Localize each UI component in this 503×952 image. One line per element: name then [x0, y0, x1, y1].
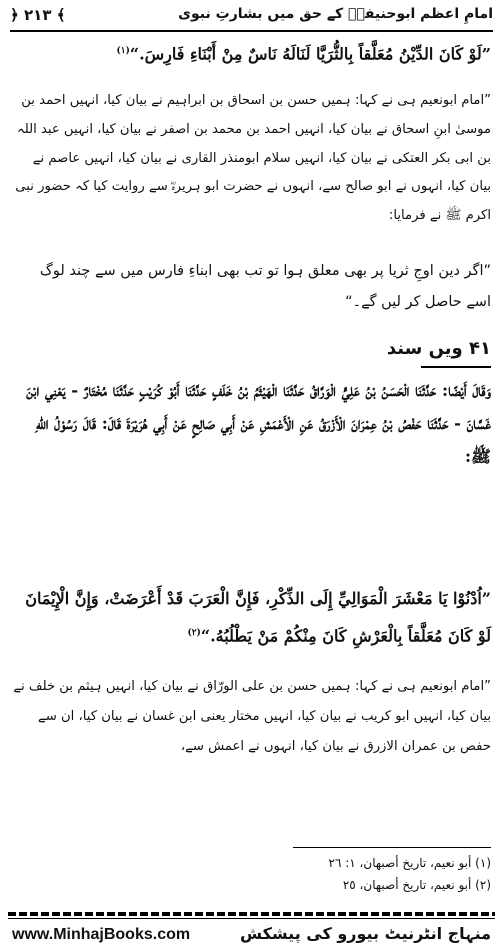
hadith-1-translation: ”اگر دین اوجِ ثریا پر بھی معلق ہوا تو تب بھی ابناءِ فارس میں سے چند لوگ اسے حاصل کر لیں گے۔“: [39, 263, 491, 310]
footnotes: [200, 852, 491, 896]
section-41-isnad: وَقَالَ أَيْضًا: حَدَّثَنَا الْحَسَنُ بْنُ عَلِيٍّ الْوَرَّاقُ حَدَّثَنَا الْهَيْثَمُ بْنُ خَلَفٍ حَدَّثَنَا أَبُوْ كُرَيْبٍ حَدَّثَنَا مُخْتَارٌ - يَعْنِي ابْنَ غَسَّانَ - حَدَّثَنَا حَفْصُ بْنُ عِمْرَانَ الْأَزْرَقُ عَنِ الْأَعْمَشِ عَنْ أَبِي صَالِحٍ عَنْ أَبِي هُرَيْرَةَ قَالَ: قَالَ رَسُوْلُ اللهِ ﷺ:: [26, 381, 491, 466]
footer-url-link[interactable]: www.MinhajBooks.com: [12, 926, 191, 943]
hadith-1-chain: ”امام ابونعیم ہی نے کہا: ہمیں حسن بن اسحاق بن ابراہیم نے بیان کیا، انہیں احمد بن موسیٰ ابنِ اسحاق نے بیان کیا، انہیں احمد بن محمد بن اصفر نے بیان کیا، انہیں عبد اللہ بن ابی بکر العتکی نے بیان کیا، انہیں سلام ابومنذر القاری نے بیان کیا، انہیں عاصم نے بیان کیا، انہوں نے ابو صالح سے، انہوں نے حضرت ابو ہریرہؓ سے روایت کیا کہ حضور نبی اکرم ﷺ نے فرمایا:: [15, 93, 491, 224]
hadith-1-arabic: [12, 36, 491, 69]
page-number: ﴿ ۲۱۳ ﴾: [10, 6, 66, 24]
footnote-2: (٢) أبو نعيم، تاريخ أصبهان، ٢٥: [342, 878, 491, 892]
footnote-marker-2: (۲): [187, 628, 201, 638]
footer-publisher: منہاج انٹرنیٹ بیورو کی پیشکش: [239, 924, 491, 943]
header-divider: [10, 30, 493, 32]
footer-divider: [8, 918, 495, 919]
footnote-divider: [293, 847, 491, 848]
section-41-hadith-text: ”اُدْنُوْا يَا مَعْشَرَ الْمَوَالِيِّ إِلَى الذِّكْرِ، فَإِنَّ الْعَرَبَ قَدْ أَعْرَضَتْ، وَإِنَّ الْإِيْمَانَ لَوْ كَانَ مُعَلَّقاً بِالْعَرْشِ كَانَ مِنْكُمْ مَنْ يَطْلُبُهُ.“: [25, 589, 491, 646]
section-41-chain: ”امام ابونعیم ہی نے کہا: ہمیں حسن بن علی الورّاق نے بیان کیا، انہیں ہیثم بن خلف نے بیان کیا، انہیں ابو کریب نے بیان کیا، انہیں مختار یعنی ابن غسان نے بیان کیا، ان سے حفص بن عمران الازرق نے بیان کیا، انہوں نے اعمش سے،: [13, 679, 491, 754]
section-heading-underline: [421, 366, 491, 368]
footnote-1: (١) أبو نعيم، تاريخ أصبهان، ١: ٢٦: [328, 856, 491, 870]
section-heading: ۴۱ ویں سند: [386, 338, 491, 359]
running-title: امامِ اعظم ابوحنیفہؓ کے حق میں بشارتِ نبوی: [178, 6, 493, 22]
footer-dashed-divider: [8, 912, 495, 916]
hadith-1-arabic-text: ”لَوْ كَانَ الدِّيْنُ مُعَلَّقاً بِالثُّرَيَّا لَنَالَهُ نَاسٌ مِنْ أَبْنَاءِ فَارِسَ.“: [129, 44, 491, 64]
footnote-marker-1: (۱): [116, 46, 130, 56]
page-header: [10, 4, 493, 30]
section-41-hadith-arabic: [12, 582, 491, 653]
